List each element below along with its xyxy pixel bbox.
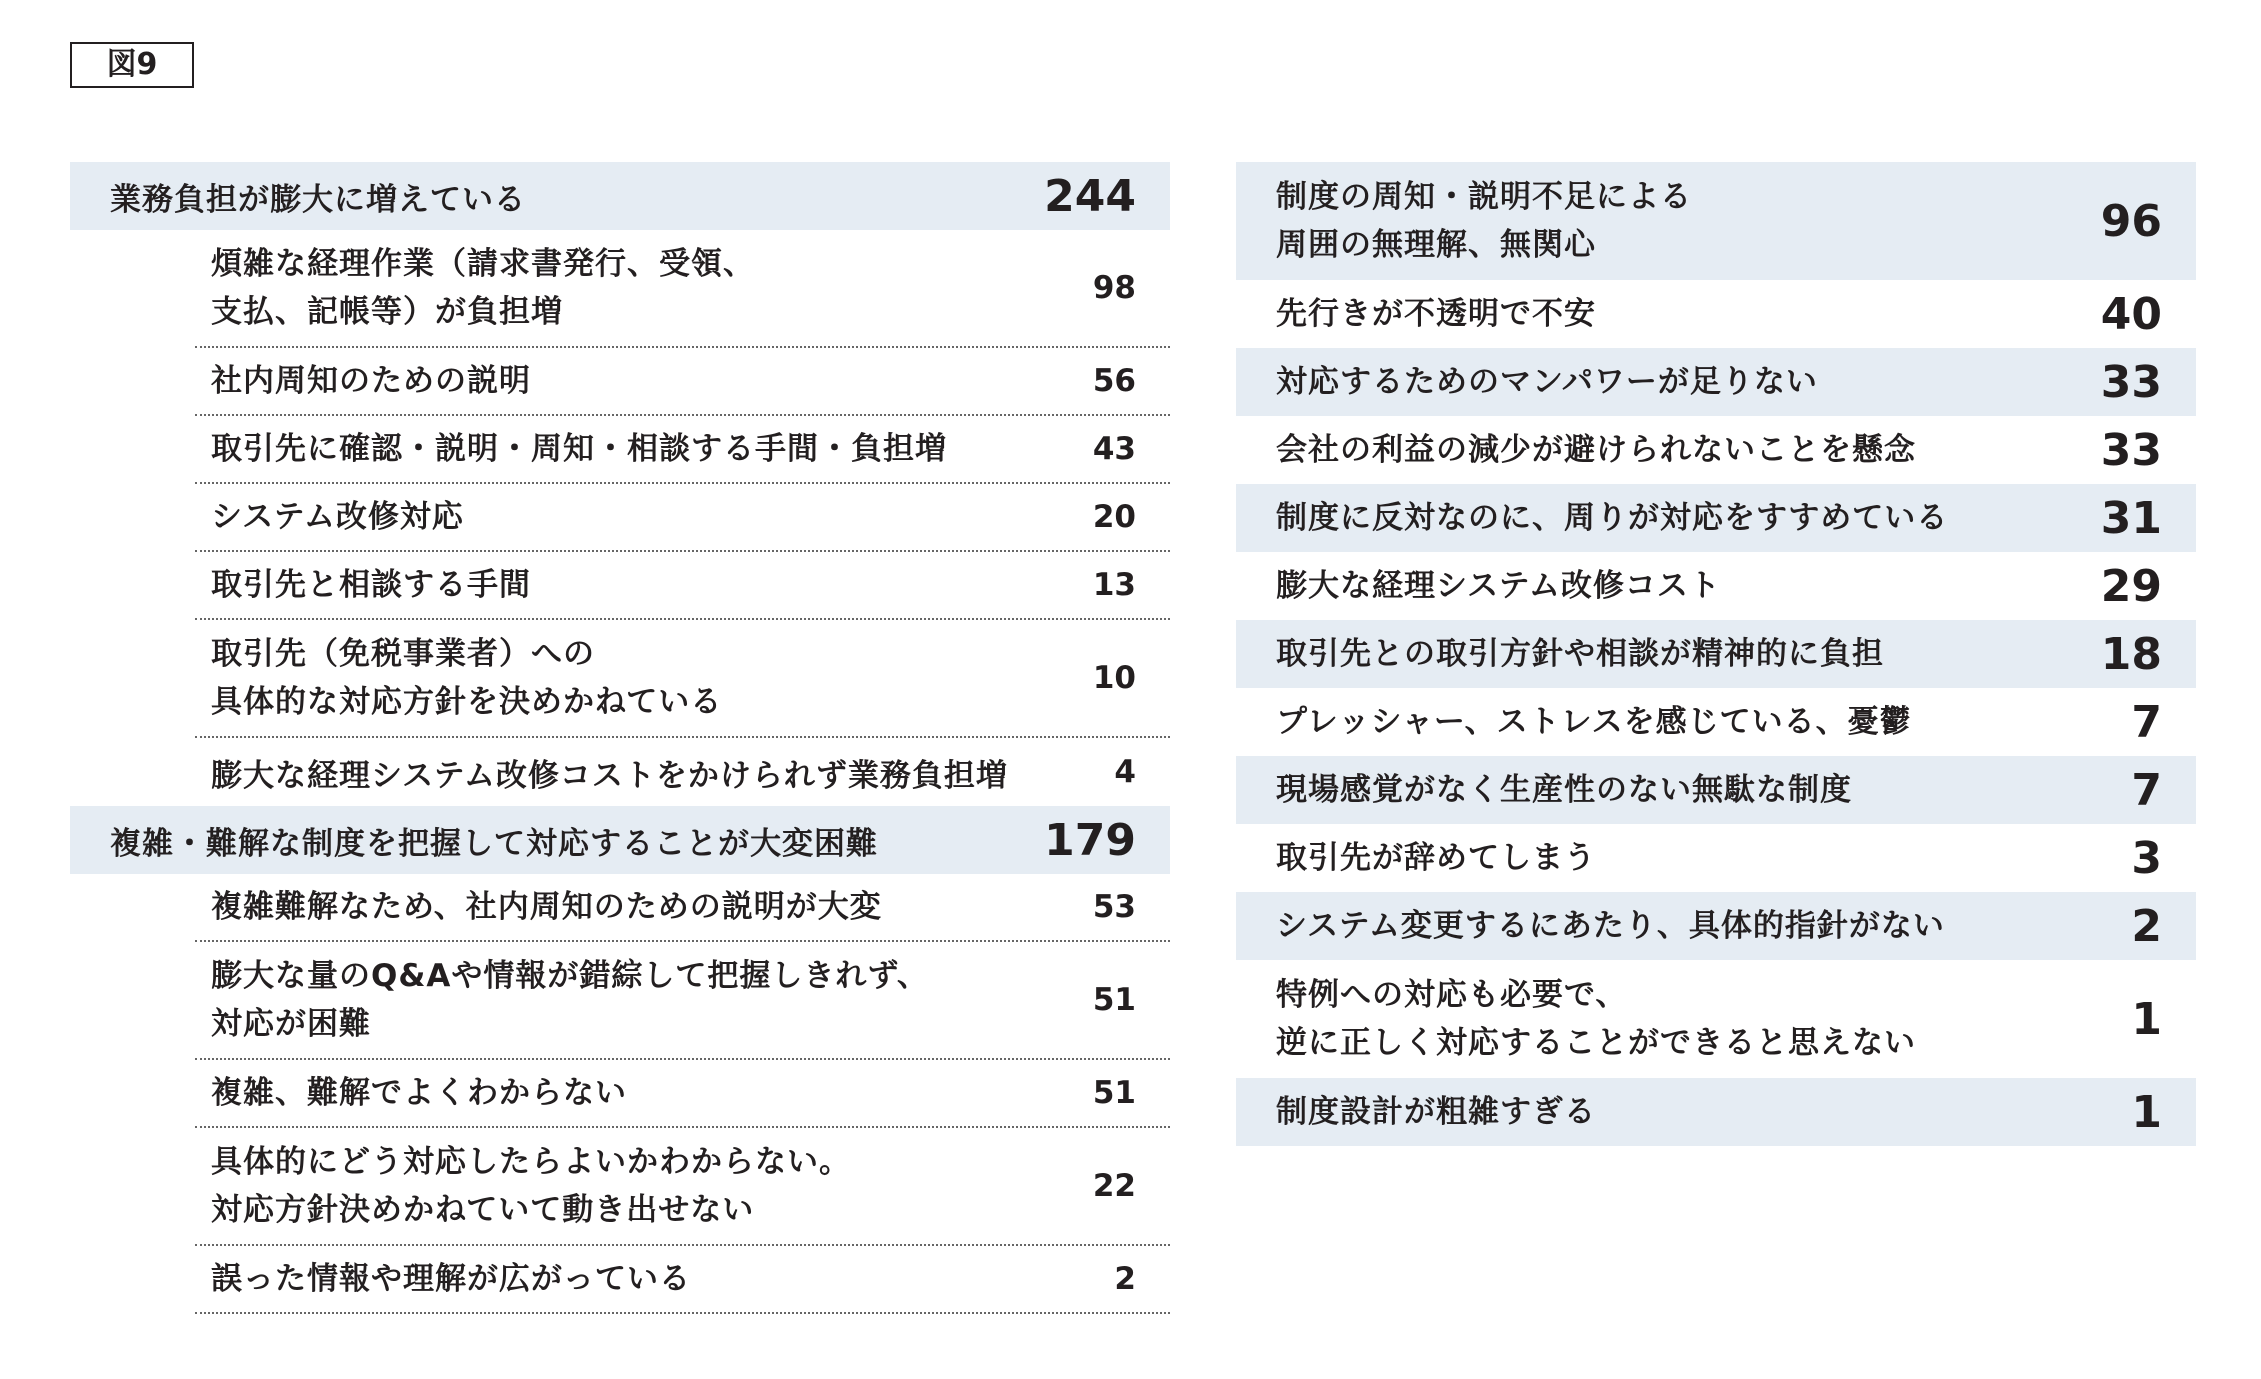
item-count: 22 [1092,1168,1136,1204]
item-label: 会社の利益の減少が避けられないことを懸念 [1276,432,1916,468]
item-count: 33 [2100,356,2162,408]
item-count: 29 [2100,560,2162,612]
list-item [1236,892,2196,960]
list-item [195,552,1170,620]
list-item [1236,416,2196,484]
item-count: 56 [1092,363,1136,399]
item-label: 取引先と相談する手間 [211,567,531,603]
item-label: プレッシャー、ストレスを感じている、憂鬱 [1276,704,1912,740]
item-count: 3 [2131,832,2162,884]
left-column [70,162,1170,1314]
item-count: 33 [2100,424,2162,476]
item-label: 制度設計が粗雑すぎる [1276,1094,1596,1130]
item-label: 現場感覚がなく生産性のない無駄な制度 [1276,772,1852,808]
list-item [195,1128,1170,1246]
item-count: 7 [2131,696,2162,748]
item-label: 社内周知のための説明 [211,363,531,399]
item-label: システム変更するにあたり、具体的指針がない [1276,908,1945,944]
item-label: 取引先に確認・説明・周知・相談する手間・負担増 [211,431,947,467]
item-count: 53 [1092,889,1136,925]
item-label: 制度に反対なのに、周りが対応をすすめている [1276,500,1949,536]
list-item [195,874,1170,942]
list-item [195,484,1170,552]
item-count: 40 [2100,288,2162,340]
item-label: 膨大な経理システム改修コストをかけられず業務負担増 [211,757,1008,794]
list-item [195,416,1170,484]
list-item [1236,484,2196,552]
item-label: 対応するためのマンパワーが足りない [1276,364,1818,400]
item-count: 13 [1092,567,1136,603]
item-label: 煩雑な経理作業（請求書発行、受領、 支払、記帳等）が負担増 [211,246,755,330]
list-item [1236,552,2196,620]
item-label: システム改修対応 [211,499,464,535]
item-count: 51 [1092,1075,1136,1111]
category-label: 複雑・難解な制度を把握して対応することが大変困難 [110,825,878,862]
list-item [195,348,1170,416]
item-count: 2 [2131,900,2162,952]
list-item [1236,1078,2196,1146]
item-count: 4 [1114,754,1136,790]
item-label: 取引先（免税事業者）への 具体的な対応方針を決めかねている [211,636,723,720]
item-count: 96 [2100,195,2162,247]
list-item [195,942,1170,1060]
category-label: 業務負担が膨大に増えている [110,181,526,218]
category-count: 244 [1044,170,1136,222]
list-item [195,738,1170,806]
list-item [1236,280,2196,348]
item-label: 膨大な量のQ&Aや情報が錯綜して把握しきれず、 対応が困難 [211,958,929,1042]
right-column [1236,162,2196,1146]
list-item [195,1246,1170,1314]
item-label: 複雑難解なため、社内周知のための説明が大変 [211,889,882,925]
list-item [195,230,1170,348]
item-label: 先行きが不透明で不安 [1276,296,1596,332]
item-label: 複雑、難解でよくわからない [211,1075,627,1111]
list-item [1236,756,2196,824]
list-item [1236,620,2196,688]
item-count: 18 [2100,628,2162,680]
item-count: 98 [1092,270,1136,306]
list-item [1236,824,2196,892]
list-item [195,1060,1170,1128]
list-item [1236,960,2196,1078]
figure-label: 図9 [70,42,194,88]
list-item [1236,348,2196,416]
category-row-workload [70,162,1170,230]
item-label: 取引先との取引方針や相談が精神的に負担 [1276,636,1884,672]
item-label: 誤った情報や理解が広がっている [211,1261,691,1297]
item-count: 43 [1092,431,1136,467]
list-item [1236,162,2196,280]
list-item [195,620,1170,738]
item-count: 1 [2131,1086,2162,1138]
item-count: 10 [1092,660,1136,696]
category-count: 179 [1044,814,1136,866]
item-label: 具体的にどう対応したらよいかわからない。 対応方針決めかねていて動き出せない [211,1144,851,1228]
category-row-complexity [70,806,1170,874]
item-count: 31 [2100,492,2162,544]
item-label: 取引先が辞めてしまう [1276,840,1596,876]
item-label: 膨大な経理システム改修コスト [1276,568,1721,604]
item-label: 制度の周知・説明不足による 周囲の無理解、無関心 [1276,179,1692,263]
item-count: 2 [1114,1261,1136,1297]
list-item [1236,688,2196,756]
item-count: 20 [1092,499,1136,535]
item-count: 7 [2131,764,2162,816]
item-label: 特例への対応も必要で、 逆に正しく対応することができると思えない [1276,977,1916,1061]
item-count: 51 [1092,982,1136,1018]
item-count: 1 [2131,993,2162,1045]
